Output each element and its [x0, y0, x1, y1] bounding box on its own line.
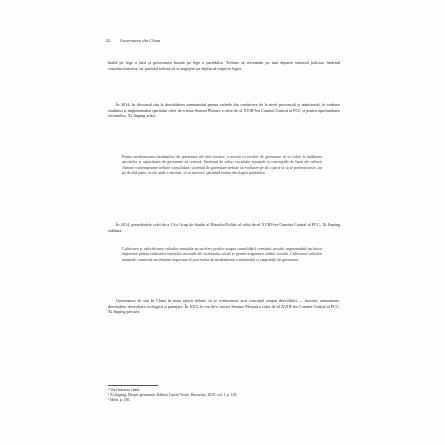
footnote: ² Xi Jinping, Despre guvernare, Editura Curtea Veche, București, 2019, vol. I, p. 128.	[108, 393, 238, 397]
block-quote-2	[122, 242, 322, 266]
paragraph-text: În 2014, în discursul său la deschiderea seminarului pentru cadrele din conducere de la nivel provincial și ministerial, în vederea studiului și implementării spiritului celei de-a treia Sesiuni Plenare a celui de-al XVIII-lea Comitet Central al PCC și pentru aprofundarea reformelor, Xi Jinping arăta:	[108, 102, 340, 119]
block-quote-1	[122, 150, 322, 180]
page-number: 22	[106, 38, 111, 43]
footnote-divider	[108, 385, 158, 386]
running-header	[106, 38, 160, 43]
paragraph-3	[108, 222, 340, 233]
paragraph-text: înaltă pe lege a țării și guvernarea bazată pe lege a partidului. Trebuie să reformăm pe mai departe sistemul judiciar, întărind conștiinciozitatea, iar partidul trebuie să se angajeze pe deplin să respecte legea.	[108, 60, 340, 71]
paragraph-text: Guvernarea de stat în China în noua epocă trebuie să se conformeze noii concepții asupra dezvoltării — inovare, armonizare, deschidere, dezvoltare ecologică și partajare. În 2015, la cea de-a cincea Sesiune Plenară a celui de-al XVIII-lea Comitet Central al PCC, Xi Jinping preciza:	[108, 298, 340, 315]
paragraph-2	[108, 102, 340, 119]
footnote: ¹ Vezi lucrarea citată.	[108, 388, 141, 392]
paragraph-text: În 2014, președintele celei de-a 13-a Grup de Studiu al Biroului Politic al celui de-al XVIII-lea Comitet Central al PCC, Xi Jinping sublinia:	[108, 222, 340, 233]
running-title: Guvernarea din China	[119, 38, 161, 43]
footnote: ³ Idem, p. 136.	[108, 398, 131, 402]
paragraph-4	[108, 298, 340, 315]
quote-text: Pentru modernizarea instituțiilor de guvernare ale țării noastre, e nevoie ca nivelul de guvernare să se ridice la înălțimea sarcinilor și capacitatea de guvernare să crească. Sistemul de valori socialiste esențiale și concepțiile de bază ale culturii chineze contemporane trebuie consolidate, sistemul de guvernare trebuie să evolueze pe de o parte și să se perfecționeze, iar pe de altă parte, acolo unde e necesar, să se inoveze, păstrând esența ideologiei partidului.	[122, 154, 322, 176]
footnotes	[108, 385, 340, 403]
paragraph-1	[108, 60, 340, 71]
quote-text: Cultivarea și valorificarea valorilor esențiale au un efect pozitiv asupra consolidării coeziunii sociale, reprezentând un factor important pentru realizarea funcțiilor normale ale sistemului social și pentru asigurarea ordinii sociale. Cultivarea valorilor esențiale constituie un element important al procesului de modernizare a sistemului și capacității de guvernare.	[122, 246, 322, 262]
